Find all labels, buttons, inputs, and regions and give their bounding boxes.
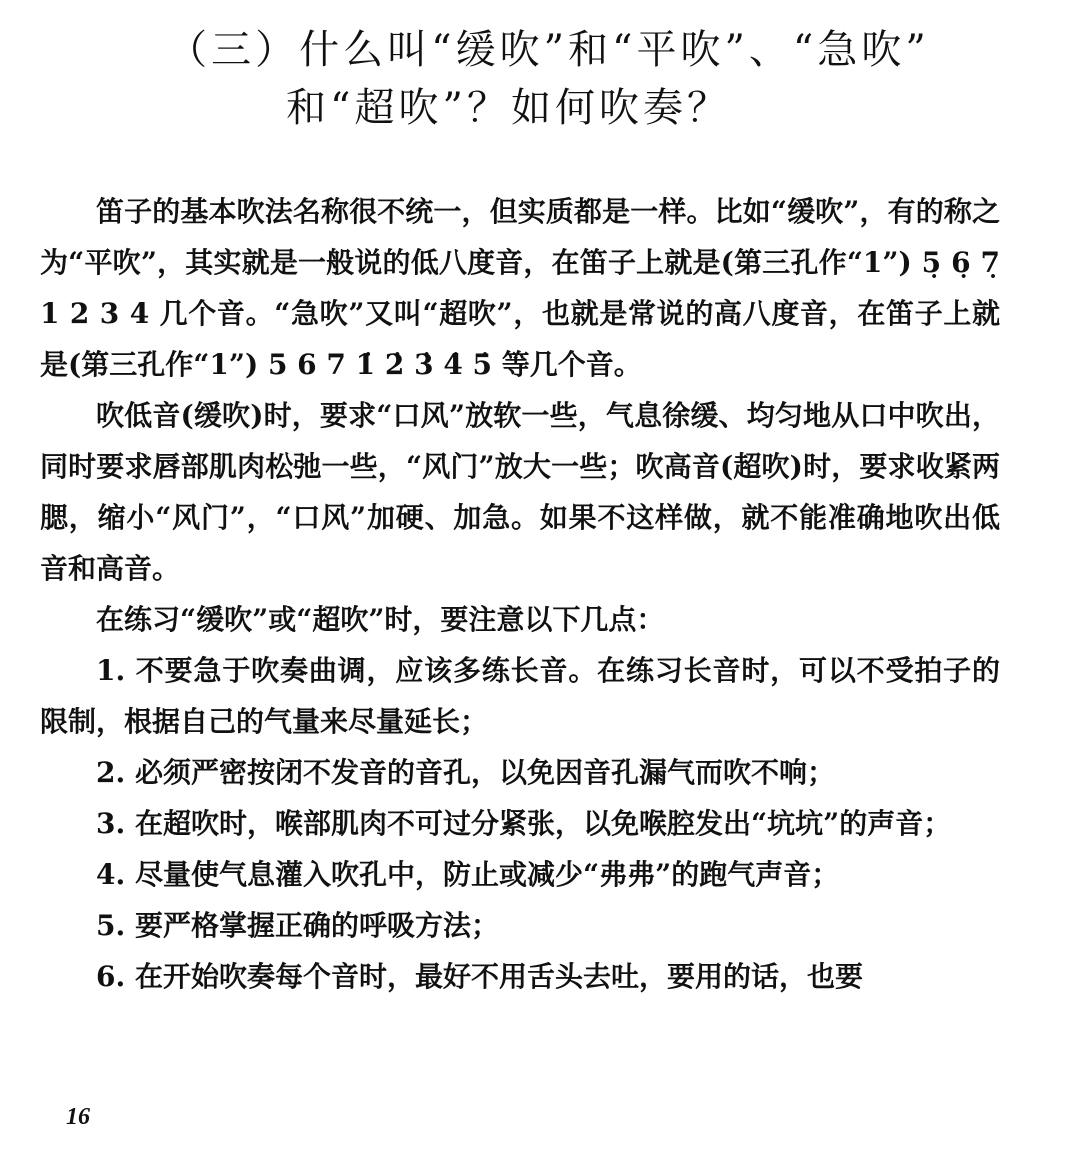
paragraph-3: 在练习“缓吹”或“超吹”时，要注意以下几点： <box>96 603 665 636</box>
list-item-4: 4. 尽量使气息灌入吹孔中，防止或减少“弗弗”的跑气声音； <box>96 858 840 891</box>
list-item-1: 1. 不要急于吹奏曲调，应该多练长音。在练习长音时，可以不受拍子的限制，根据自己的气量来尽量延长； <box>40 654 1000 738</box>
list-item-3: 3. 在超吹时，喉部肌肉不可过分紧张，以免喉腔发出“坑坑”的声音； <box>96 807 952 840</box>
paragraph-2: 吹低音(缓吹)时，要求“口风”放软一些，气息徐缓、均匀地从口中吹出，同时要求唇部肌肉松弛一些，“风门”放大一些；吹高音(超吹)时，要求收紧两腮，缩小“风门”，“口风”加硬、加急。如果不这样做，就不能准确地吹出低音和高音。 <box>40 399 1000 585</box>
paragraph-1: 笛子的基本吹法名称很不统一，但实质都是一样。比如“缓吹”，有的称之为“平吹”，其实就是一般说的低八度音，在笛子上就是(第三孔作“1”) 5̣ 6̣ 7̣ 1 2 3 4 几个音。“急吹”又叫“超吹”，也就是常说的高八度音，在笛子上就是(第三孔作“1”) 5 6 7 1̇ 2̇ 3̇ 4̇ 5̇ 等几个音。 <box>40 195 1000 381</box>
list-item-6: 6. 在开始吹奏每个音时，最好不用舌头去吐，要用的话，也要 <box>96 960 863 993</box>
body-text <box>40 186 1000 1002</box>
page-number: 16 <box>66 1104 90 1130</box>
list-item-5: 5. 要严格掌握正确的呼吸方法； <box>96 909 499 942</box>
section-title-line-1: （三）什么叫“缓吹”和“平吹”、“急吹” <box>167 27 930 73</box>
section-title-line-2: 和“超吹”？如何吹奏？ <box>286 85 731 131</box>
list-item-2: 2. 必须严密按闭不发音的音孔，以免因音孔漏气而吹不响； <box>96 756 835 789</box>
